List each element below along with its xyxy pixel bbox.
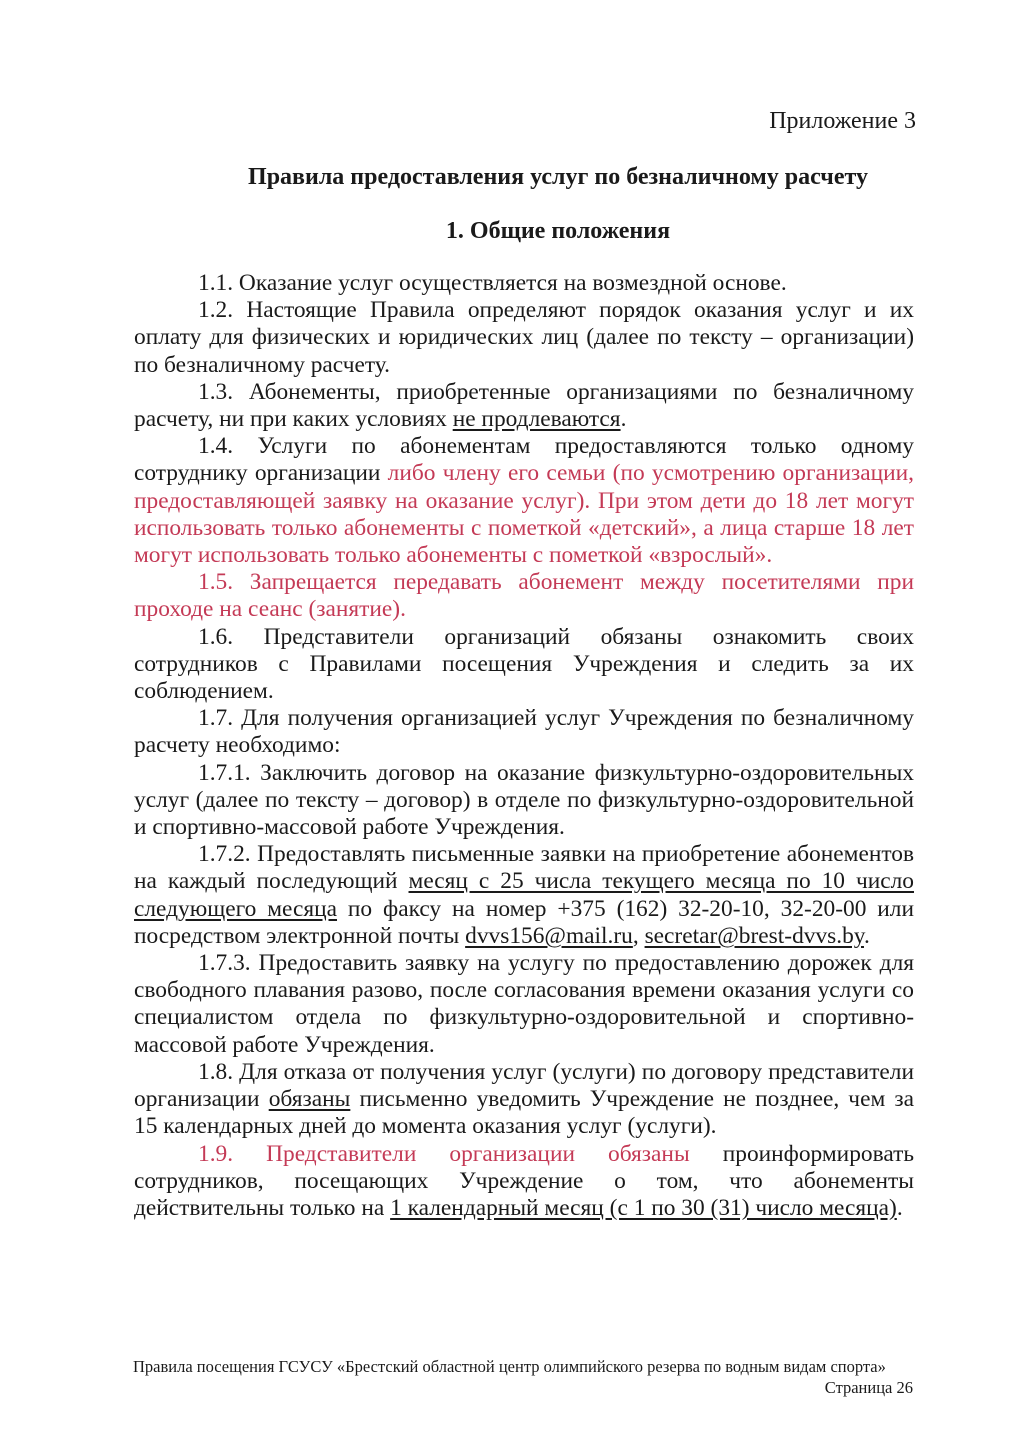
paragraph-1-4-highlight: либо члену его семьи (по усмотрению организации, предоставляющей заявку на оказание услуг). При этом дети до 18 лет могут использовать только абонементы с пометкой «детский», а лица старше 18 лет могут использовать только абонементы с пометкой «взрослый».: [134, 460, 914, 569]
paragraph-1-7-2-end: .: [863, 922, 870, 949]
document-body: [134, 270, 914, 1222]
paragraph-1-8-end: письменно уведомить Учреждение не позднее, чем за 15 календарных дней до момента оказания услуг (услуги).: [134, 1086, 914, 1140]
footer-text: Правила посещения ГСУСУ «Брестский областной центр олимпийского резерва по водным видам спорта»: [133, 1357, 886, 1376]
paragraph-1-7-1-text: 1.7.1. Заключить договор на оказание физкультурно-оздоровительных услуг (далее по тексту – договор) в отделе по физкультурно-оздоровительной и спортивно-массовой работе Учреждения.: [134, 759, 914, 841]
underlined-obliged: обязаны: [268, 1086, 351, 1113]
paragraph-1-2-text: 1.2. Настоящие Правила определяют порядок оказания услуг и их оплату для физических и юридических лиц (далее по тексту – организации) по безналичному расчету.: [134, 297, 914, 378]
paragraph-1-7-2-fax: по факсу на номер +375 (162) 32-20-10, 32-20-00 или посредством электронной почты: [134, 895, 914, 949]
underlined-validity: 1 календарный месяц (с 1 по 30 (31) число месяца): [390, 1194, 897, 1221]
paragraph-1-9-text: проинформировать сотрудников, посещающих Учреждение о том, что абонементы действительны только на: [134, 1140, 914, 1221]
appendix-label: Приложение 3: [769, 108, 916, 134]
underlined-not-extended: не продлеваются: [452, 406, 621, 433]
paragraph-1-5-text: 1.5. Запрещается передавать абонемент между посетителями при проходе на сеанс (занятие).: [134, 569, 914, 623]
email-separator: ,: [632, 922, 645, 949]
paragraph-1-8: [134, 1059, 914, 1141]
paragraph-1-7: [134, 705, 914, 759]
paragraph-1-4: [134, 433, 914, 569]
paragraph-1-5: [134, 569, 914, 623]
section-heading: 1. Общие положения: [445, 218, 671, 244]
paragraph-1-6-text: 1.6. Представители организаций обязаны ознакомить своих сотрудников с Правилами посещения Учреждения и следить за их соблюдением.: [134, 623, 914, 705]
paragraph-1-7-3: [134, 950, 914, 1059]
paragraph-1-1: [134, 270, 914, 297]
paragraph-1-1-text: 1.1. Оказание услуг осуществляется на возмездной основе.: [198, 270, 787, 296]
paragraph-1-9: [134, 1141, 914, 1223]
paragraph-1-7-2-text: 1.7.2. Предоставлять письменные заявки на приобретение абонементов на каждый последующий: [134, 841, 914, 895]
underlined-period: месяц с 25 числа текущего месяца по 10 число следующего месяца: [134, 868, 914, 922]
email-link-2[interactable]: secretar@brest-dvvs.by: [644, 922, 864, 949]
document-title: Правила предоставления услуг по безналичному расчету: [248, 164, 868, 190]
paragraph-1-3-text: 1.3. Абонементы, приобретенные организациями по безналичному расчету, ни при каких условиях: [134, 378, 914, 433]
paragraph-1-3-end: .: [620, 406, 627, 433]
paragraph-1-6: [134, 624, 914, 706]
paragraph-1-3: [134, 379, 914, 433]
paragraph-1-8-text: 1.8. Для отказа от получения услуг (услуги) по договору представители организации: [134, 1058, 914, 1113]
paragraph-1-2: [134, 297, 914, 379]
page-footer: [133, 1356, 913, 1397]
paragraph-1-7-2: [134, 841, 914, 950]
email-link-1[interactable]: dvvs156@mail.ru: [465, 922, 633, 949]
paragraph-1-7-1: [134, 760, 914, 842]
paragraph-1-4-text: 1.4. Услуги по абонементам предоставляются только одному сотруднику организации: [134, 433, 914, 487]
paragraph-1-9-highlight: 1.9. Представители организации обязаны: [198, 1140, 690, 1167]
page-number: Страница 26: [824, 1378, 913, 1397]
paragraph-1-9-end: .: [896, 1194, 903, 1221]
paragraph-1-7-3-text: 1.7.3. Предоставить заявку на услугу по предоставлению дорожек для свободного плавания разово, после согласования времени оказания услуги со специалистом отдела по физкультурно-оздоровительной и спортивно-массовой работе Учреждения.: [134, 950, 914, 1058]
paragraph-1-7-text: 1.7. Для получения организацией услуг Учреждения по безналичному расчету необходимо:: [134, 705, 914, 759]
